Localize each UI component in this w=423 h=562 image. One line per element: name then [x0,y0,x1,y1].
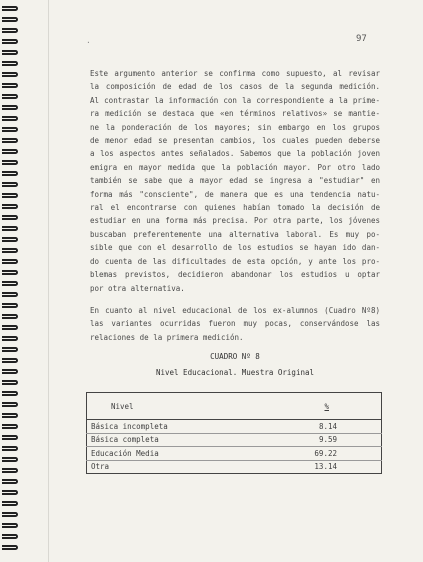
document-page [10,0,423,562]
row-label: Básica completa [87,433,248,447]
binding-coil [2,523,18,528]
text-line: buscaban preferentemente una alternativa laboral. Es muy po- [90,229,380,239]
binding-coil [2,479,18,484]
binding-coil [2,204,18,209]
binding-coil [2,402,18,407]
binding-coil [2,468,18,473]
row-value: 9.59 [247,433,381,447]
binding-coil [2,457,18,462]
text-line: también se sabe que a mayor edad se ingresa a "estudiar" en [90,176,380,186]
binding-coil [2,215,18,220]
binding-coil [2,6,18,11]
binding-coil [2,17,18,22]
table-row [87,420,382,434]
binding-coil [2,501,18,506]
row-value: 69.22 [247,447,381,461]
binding-coil [2,545,18,550]
binding-coil [2,94,18,99]
binding-coil [2,39,18,44]
binding-coil [2,435,18,440]
binding-coil [2,28,18,33]
text-line: ral el encontrarse con quienes habían tomado la decisión de [90,203,380,213]
binding-coil [2,193,18,198]
binding-coil [2,72,18,77]
row-label: Educación Media [87,447,248,461]
binding-coil [2,380,18,385]
binding-coil [2,259,18,264]
margin-mark: · [86,38,91,47]
binding-coil [2,83,18,88]
text-line: ne la ponderación de los mayores; sin embargo en los grupos [90,122,380,132]
text-line: En cuanto al nivel educacional de los ex-alumnos (Cuadro Nº8) [90,306,380,315]
binding-coil [2,226,18,231]
binding-coil [2,369,18,374]
table-caption-title: Nivel Educacional. Muestra Original [155,368,315,377]
paragraph-education-level [90,304,380,344]
text-line: do cuenta de las dificultades de esta opción, y ante los pro- [90,256,380,266]
binding-coil [2,336,18,341]
row-label: Básica incompleta [87,420,248,434]
text-line: Este argumento anterior se confirma como supuesto, al revisar [90,69,380,78]
binding-coil [2,413,18,418]
binding-coil [2,303,18,308]
binding-coil [2,182,18,187]
binding-coil [2,171,18,176]
text-line: estudiar en una forma más precisa. Por otra parte, los jóvenes [90,216,380,226]
text-line: la composición de edad de los casos de la segunda medición. [90,82,380,92]
binding-coil [2,314,18,319]
binding-coil [2,138,18,143]
table-header-row [87,393,382,420]
binding-coil [2,490,18,495]
binding-coil [2,127,18,132]
table-row [87,447,382,461]
binding-coil [2,281,18,286]
row-label: Otra [87,460,248,474]
table-row [87,433,382,447]
page-fold-line [48,0,49,562]
binding-coil [2,292,18,297]
binding-coil [2,534,18,539]
table-row [87,460,382,474]
binding-coil [2,237,18,242]
row-value: 13.14 [247,460,381,474]
text-line: emigra en mayor medida que la población mayor. Por otro lado [90,162,380,172]
binding-coil [2,391,18,396]
binding-coil [2,160,18,165]
row-value: 8.14 [247,420,381,434]
text-line: por otra alternativa. [90,283,185,293]
binding-coil [2,50,18,55]
text-line: forma más "consciente", de manera que es una tendencia natu- [90,189,380,199]
text-line: a los aspectos antes señalados. Sabemos que la población joven [90,149,380,159]
header-nivel: Nivel [87,393,248,420]
text-line: ra medición se destaca que «en términos relativos» se mantie- [90,109,380,119]
binding-coil [2,248,18,253]
binding-coil [2,105,18,110]
binding-coil [2,116,18,121]
spiral-binding [0,0,22,562]
binding-coil [2,61,18,66]
binding-coil [2,149,18,154]
text-line: sible que con el desarrollo de los estudios se hayan ido dan- [90,243,380,253]
text-line: blemas previstos, decidieron abandonar los estudios u optar [90,270,380,280]
text-line: relaciones de la primera medición. [90,332,244,342]
page-number: 97 [356,34,367,44]
text-line: las variantes ocurridas fueron muy pocas, conservándose las [90,319,380,329]
binding-coil [2,270,18,275]
binding-coil [2,347,18,352]
binding-coil [2,358,18,363]
table-caption-number: CUADRO Nº 8 [210,352,260,361]
text-line: Al contrastar la información con la correspondiente a la prime- [90,95,380,105]
binding-coil [2,512,18,517]
paragraph-age-composition [90,67,380,295]
education-level-table [86,392,382,474]
header-percent: % [247,393,381,420]
text-line: de menor edad se presentan cambios, los cuales pueden deberse [90,136,380,146]
binding-coil [2,424,18,429]
binding-coil [2,446,18,451]
binding-coil [2,325,18,330]
